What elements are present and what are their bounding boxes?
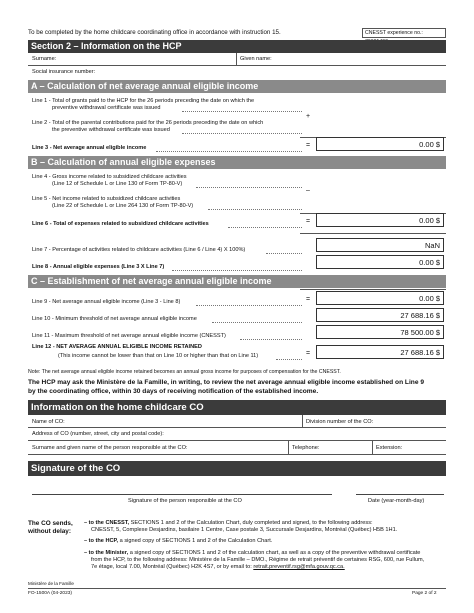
line5-label: Line 5 - Net income related to subsidized childcare activities xyxy=(32,196,181,202)
line4-label: Line 4 - Gross income related to subsidized childcare activities xyxy=(32,174,187,180)
line11-value[interactable]: 78 500.00 $ xyxy=(316,325,444,339)
line11-label: Line 11 - Maximum threshold of net average annual eligible income (CNESST) xyxy=(32,333,226,339)
co-section-title: Information on the home childcare CO xyxy=(28,400,446,415)
review-note-1: The HCP may ask the Ministère de la Famille, in writing, to review the net average annual eligible income established on Line 9 xyxy=(28,379,424,386)
section2-title: Section 2 – Information on the HCP xyxy=(28,40,446,53)
review-note-2: by the coordinating office, within 30 days of receiving notification of the established income. xyxy=(28,388,319,395)
sectionB-title: B – Calculation of annual eligible expenses xyxy=(28,156,446,169)
line9-value[interactable]: 0.00 $ xyxy=(316,291,444,305)
line1-label: Line 1 - Total of grants paid to the HCP for the 26 periods preceding the date on which the xyxy=(32,98,255,104)
co-person-label: Surname and given name of the person responsible at the CO: xyxy=(32,445,188,451)
page-number: Page 2 of 2 xyxy=(412,591,437,596)
sectionA-title: A – Calculation of net average annual eligible income xyxy=(28,80,446,93)
line7-label: Line 7 - Percentage of activities related to childcare activities (Line 6 / Line 4) X 100%) xyxy=(32,247,246,253)
co-telephone-label: Telephone: xyxy=(292,445,320,451)
send-item-minister: – to the Minister, a signed copy of SECTIONS 1 and 2 of the calculation chart, as well as a copy of the preventive withdrawal certificate xyxy=(84,550,421,556)
ministry-footer: Ministère de la Famille xyxy=(28,581,74,586)
minister-email-link[interactable]: retrait.preventif.rsg@mfa.gouv.qc.ca. xyxy=(253,564,345,570)
line9-label: Line 9 - Net average annual eligible income (Line 3 - Line 8) xyxy=(32,299,181,305)
co-name-label: Name of CO: xyxy=(32,419,65,425)
line12-label: Line 12 - NET AVERAGE ANNUAL ELIGIBLE INCOME RETAINED xyxy=(32,344,202,350)
line6-label: Line 6 - Total of expenses related to subsidized childcare activities xyxy=(32,221,209,227)
line3-label: Line 3 - Net average annual eligible income xyxy=(32,145,147,151)
line2-label: Line 2 - Total of the parental contributions paid for the 26 periods preceding the date on which xyxy=(32,120,264,126)
co-address-label: Address of CO (number, street, city and postal code): xyxy=(32,431,164,437)
minus-sign: – xyxy=(306,187,310,194)
line10-value[interactable]: 27 688.16 $ xyxy=(316,308,444,322)
line8-value[interactable]: 0.00 $ xyxy=(316,255,444,269)
plus-sign: + xyxy=(306,113,311,120)
line8-label: Line 8 - Annual eligible expenses (Line 3 X Line 7) xyxy=(32,264,165,270)
surname-label: Surname: xyxy=(32,56,57,62)
co-extension-label: Extension: xyxy=(376,445,403,451)
note-text: Note: The net average annual eligible income retained becomes an annual gross income for purposes of compensation for the CNESST. xyxy=(28,369,341,375)
line12-value[interactable]: 27 688.16 $ xyxy=(316,345,444,359)
form-code: FO-1500A (04-2023) xyxy=(28,591,72,596)
co-sends-label: The CO sends, xyxy=(28,520,73,527)
line3-value[interactable]: 0.00 $ xyxy=(316,137,444,151)
send-item-hcp: – to the HCP, a signed copy of SECTIONS 1 and 2 of the Calculation Chart. xyxy=(84,538,273,544)
sectionC-title: C – Establishment of net average annual eligible income xyxy=(28,275,446,288)
send-item-cnesst: – to the CNESST, SECTIONS 1 and 2 of the Calculation Chart, duly completed and signed, to the following address: xyxy=(84,520,373,526)
instruction-text: To be completed by the home childcare coordinating office in accordance with instruction 15. xyxy=(28,29,281,36)
signature-label: Signature of the person responsible at the CO xyxy=(128,498,242,504)
line7-value[interactable]: NaN xyxy=(316,238,444,252)
sin-label: Social insurance number: xyxy=(32,69,96,75)
line6-value[interactable]: 0.00 $ xyxy=(316,213,444,227)
signature-title: Signature of the CO xyxy=(28,461,446,476)
given-name-label: Given name: xyxy=(240,56,272,62)
co-division-label: Division number of the CO: xyxy=(306,419,374,425)
line10-label: Line 10 - Minimum threshold of net average annual eligible income xyxy=(32,316,197,322)
experience-number: CNESST experience no.: xyxy=(362,28,446,38)
date-label: Date (year-month-day) xyxy=(368,498,425,504)
